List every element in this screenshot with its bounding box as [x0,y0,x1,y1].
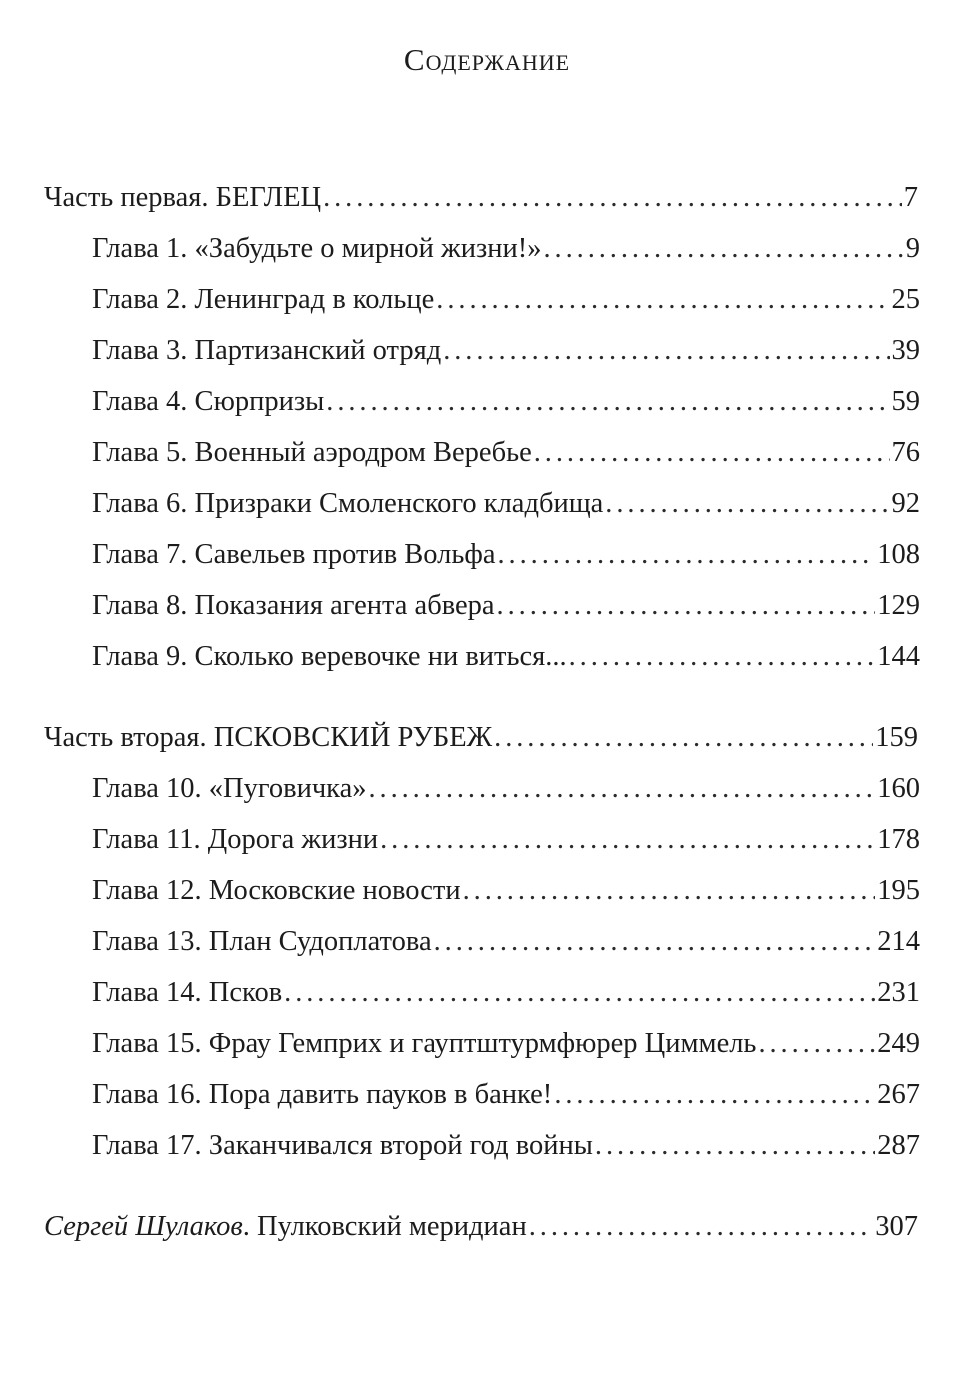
toc-chapter-8[interactable] [92,588,920,624]
toc-chapter-11[interactable] [92,822,920,858]
toc-chapter-14[interactable] [92,975,920,1011]
toc-chapter-title: Глава 5. Военный аэродром Веребье [92,437,532,468]
toc-afterword-name: . Пулковский меридиан [242,1211,527,1242]
toc-chapter-title: Глава 3. Партизанский отряд [92,335,442,366]
dot-leader [326,384,889,420]
dot-leader [569,639,876,675]
dot-leader [529,1209,874,1245]
dot-leader [758,1026,875,1062]
toc-chapter-17[interactable] [92,1128,920,1164]
dot-leader [605,486,889,522]
dot-leader [284,975,875,1011]
toc-page-number: 195 [877,875,920,906]
toc-part-2[interactable] [44,720,918,756]
toc-part-title: Часть вторая. ПСКОВСКИЙ РУБЕЖ [44,722,493,753]
toc-chapter-title: Глава 8. Показания агента абвера [92,590,495,621]
toc-chapter-title: Глава 4. Сюрпризы [92,386,325,417]
toc-chapter-6[interactable] [92,486,920,522]
dot-leader [554,1077,875,1113]
toc-chapter-title: Глава 12. Московские новости [92,875,461,906]
toc-chapter-3[interactable] [92,333,920,369]
dot-leader [380,822,875,858]
toc-page-number: 129 [877,590,920,621]
toc-page-number: 160 [877,773,920,804]
toc-chapter-title: Глава 15. Фрау Гемприх и гауптштурмфюрер Циммель [92,1028,757,1059]
toc-page-number: 7 [903,182,918,213]
toc-chapter-title: Глава 16. Пора давить пауков в банке! [92,1079,553,1110]
dot-leader [534,435,890,471]
toc-chapter-title: Глава 10. «Пуговичка» [92,773,367,804]
toc-page-number: 178 [877,824,920,855]
toc-chapter-title: Глава 1. «Забудьте о мирной жизни!» [92,233,542,264]
page-title: Содержание [403,42,571,77]
toc-page-number: 59 [891,386,920,417]
toc-chapter-10[interactable] [92,771,920,807]
dot-leader [497,588,876,624]
toc-chapter-title: Глава 17. Заканчивался второй год войны [92,1130,593,1161]
dot-leader [595,1128,875,1164]
toc-chapter-title: Глава 14. Псков [92,977,283,1008]
toc-page-number: 92 [891,488,920,519]
toc-page-number: 76 [891,437,920,468]
toc-chapter-title: Глава 11. Дорога жизни [92,824,379,855]
toc-chapter-13[interactable] [92,924,920,960]
toc-chapter-9[interactable] [92,639,920,675]
toc-page-number: 267 [877,1079,920,1110]
toc-chapter-15[interactable] [92,1026,920,1062]
toc-chapter-title: Глава 7. Савельев против Вольфа [92,539,496,570]
toc-page-number: 214 [877,926,920,957]
toc-page-number: 9 [905,233,920,264]
toc-page-number: 231 [877,977,920,1008]
dot-leader [368,771,875,807]
toc-page-number: 108 [877,539,920,570]
dot-leader [323,180,902,216]
toc-afterword-author: Сергей Шулаков [44,1211,243,1242]
dot-leader [434,924,876,960]
dot-leader [544,231,904,267]
toc-page-number: 39 [891,335,920,366]
toc-page-number: 307 [875,1211,918,1242]
toc-page-number: 144 [877,641,920,672]
toc-chapter-7[interactable] [92,537,920,573]
toc-chapter-title: Глава 9. Сколько веревочке ни виться... [92,641,567,672]
toc-chapter-1[interactable] [92,231,920,267]
dot-leader [494,720,873,756]
toc-page-number: 249 [877,1028,920,1059]
toc-chapter-4[interactable] [92,384,920,420]
toc-part-1[interactable] [44,180,918,216]
toc-chapter-title: Глава 2. Ленинград в кольце [92,284,435,315]
toc-chapter-5[interactable] [92,435,920,471]
toc-page-number: 287 [877,1130,920,1161]
dot-leader [498,537,876,573]
toc-chapter-title: Глава 13. План Судоплатова [92,926,432,957]
toc-chapter-16[interactable] [92,1077,920,1113]
toc-page-number: 159 [875,722,918,753]
toc-chapter-2[interactable] [92,282,920,318]
toc-afterword[interactable] [44,1209,918,1245]
dot-leader [443,333,889,369]
toc-chapter-12[interactable] [92,873,920,909]
toc-part-title: Часть первая. БЕГЛЕЦ [44,182,322,213]
toc-chapter-title: Глава 6. Призраки Смоленского кладбища [92,488,604,519]
dot-leader [463,873,876,909]
dot-leader [436,282,889,318]
toc-afterword-title [44,1209,527,1245]
toc-page-number: 25 [891,284,920,315]
